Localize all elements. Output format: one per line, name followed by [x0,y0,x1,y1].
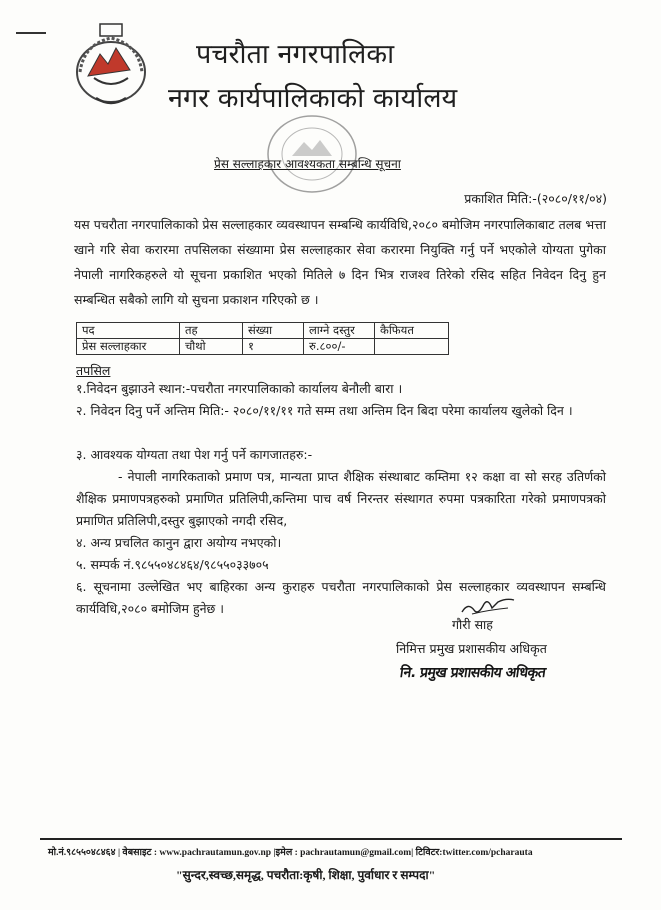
list-item: ४. अन्य प्रचलित कानुन द्वारा अयोग्य नभएको। [76,535,282,550]
handwritten-signature-icon [458,596,516,618]
footer-contact: मो.नं.९८५५०४८४६४ | वेबसाइट : www.pachrautamun.gov.np |इमेल : pachrautamun@gmail.com| टिविटर:twitter.com/pcharauta [48,848,533,858]
table-cell: रु.८००/- [304,339,375,355]
details-heading: तपसिल [76,363,111,378]
table-header-cell: कैफियत [375,323,449,339]
footer-slogan: "सुन्दर,स्वच्छ,समृद्ध, पचरौता:कृषी, शिक्षा, पुर्वाधार र सम्पदा" [176,868,436,882]
municipality-name: पचरौता नगरपालिका [196,39,395,70]
list-item: ५. सम्पर्क नं.९८५५०४८४६४/९८५५०३३७०५ [76,557,269,572]
list-item: २. निवेदन दिनु पर्ने अन्तिम मिति:- २०८०/११/११ गते सम्म तथा अन्तिम दिन बिदा परेमा कार्यालय खुलेको दिन । [76,403,573,418]
signature-stamp: नि. प्रमुख प्रशासकीय अधिकृत [398,665,547,681]
signatory-title: निमित्त प्रमुख प्रशासकीय अधिकृत [396,641,547,656]
list-item: १.निवेदन बुझाउने स्थान:-पचरौता नगरपालिकाको कार्यालय बेनौली बारा । [76,381,403,396]
vacancy-table [76,322,449,355]
government-emblem-icon [70,20,152,112]
margin-mark [16,32,46,34]
table-header-row [77,323,449,339]
table-row [77,339,449,355]
notice-body: यस पचरौता नगरपालिकाको प्रेस सल्लाहकार व्यवस्थापन सम्बन्धि कार्यविधि,२०८० बमोजिम नगरपालिकाबाट तलब भत्ता खाने गरि सेवा करारमा तपसिलका संख्यामा प्रेस सल्लाहकार सेवा करारमा नियुक्ति गर्नु पर्ने भएकोले योग्यता पुगेका नेपाली नागरिकहरुले यो सूचना प्रकाशित भएको मितिले ७ दिन भित्र राजश्व तिरेको रसिद सहित निवेदन दिनु हुन सम्बन्धित सबैको लागि यो सुचना प्रकाशन गरिएको छ । [74,217,606,307]
table-header-cell: संख्या [243,323,304,339]
office-name: नगर कार्यपालिकाको कार्यालय [168,83,458,114]
notice-title: प्रेस सल्लाहकार आवश्यकता सम्बन्धि सूचना [214,157,401,171]
table-header-cell: पद [77,323,180,339]
table-header-cell: तह [180,323,243,339]
list-item: ३. आवश्यक योग्यता तथा पेश गर्नु पर्ने कागजातहरु:- [76,447,313,462]
list-item: ६. सूचनामा उल्लेखित भए बाहिरका अन्य कुराहरु पचरौता नगरपालिकाको प्रेस सल्लाहकार व्यवस्थापन सम्बन्धि कार्यविधि,२०८० बमोजिम हुनेछ । [76,579,606,616]
table-cell: प्रेस सल्लाहकार [77,339,180,355]
list-item: - नेपाली नागरिकताको प्रमाण पत्र, मान्यता प्राप्त शैक्षिक संस्थाबाट कम्तिमा १२ कक्षा वा सो सरह उतिर्णको शैक्षिक प्रमाणपत्रहरुको प्रमाणित प्रतिलिपी,कन्तिमा पाच वर्ष निरन्तर संस्थागत रुपमा पत्रकारिता गरेको प्रमाणपत्रको प्रमाणित प्रतिलिपी,दस्तुर बुझाएको नगदी रसिद, [76,469,606,528]
table-cell: चौथो [180,339,243,355]
published-date: प्रकाशित मिति:-(२०८०/११/०४) [464,191,607,206]
table-header-cell: लाग्ने दस्तुर [304,323,375,339]
signatory-name: गौरी साह [452,617,493,632]
office-seal-icon [262,112,362,196]
footer-divider [40,838,622,840]
table-cell [375,339,449,355]
table-cell: १ [243,339,304,355]
